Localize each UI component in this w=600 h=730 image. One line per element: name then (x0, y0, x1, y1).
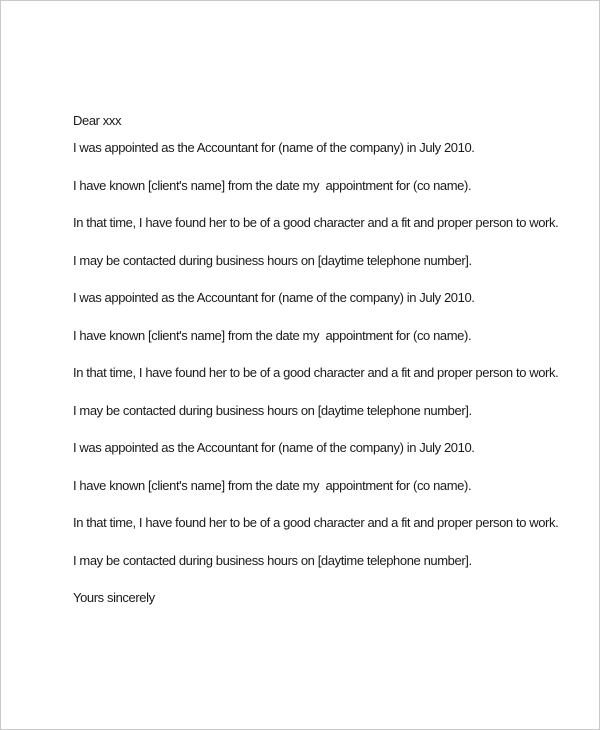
letter-body (1, 1, 599, 606)
letter-paragraph: I was appointed as the Accountant for (name of the company) in July 2010. (73, 290, 475, 305)
letter-paragraph: I was appointed as the Accountant for (name of the company) in July 2010. (73, 440, 475, 455)
letter-paragraph: I was appointed as the Accountant for (name of the company) in July 2010. (73, 140, 475, 155)
letter-paragraph: In that time, I have found her to be of a good character and a fit and proper person to work. (73, 215, 559, 230)
letter-paragraph: I may be contacted during business hours on [daytime telephone number]. (73, 402, 472, 418)
letter-paragraphs (73, 140, 563, 569)
letter-paragraph: I have known [client's name] from the date my appointment for (co name). (73, 327, 472, 343)
letter-closing: Yours sincerely (73, 590, 155, 605)
letter-paragraph: In that time, I have found her to be of a good character and a fit and proper person to work. (73, 515, 559, 530)
letter-paragraph: I have known [client's name] from the date my appointment for (co name). (73, 177, 472, 193)
letter-paragraph: In that time, I have found her to be of a good character and a fit and proper person to work. (73, 365, 559, 380)
letter-paragraph: I may be contacted during business hours on [daytime telephone number]. (73, 252, 472, 268)
letter-salutation: Dear xxx (73, 113, 122, 128)
letter-paragraph: I have known [client's name] from the date my appointment for (co name). (73, 477, 472, 493)
letter-paragraph: I may be contacted during business hours on [daytime telephone number]. (73, 552, 472, 568)
